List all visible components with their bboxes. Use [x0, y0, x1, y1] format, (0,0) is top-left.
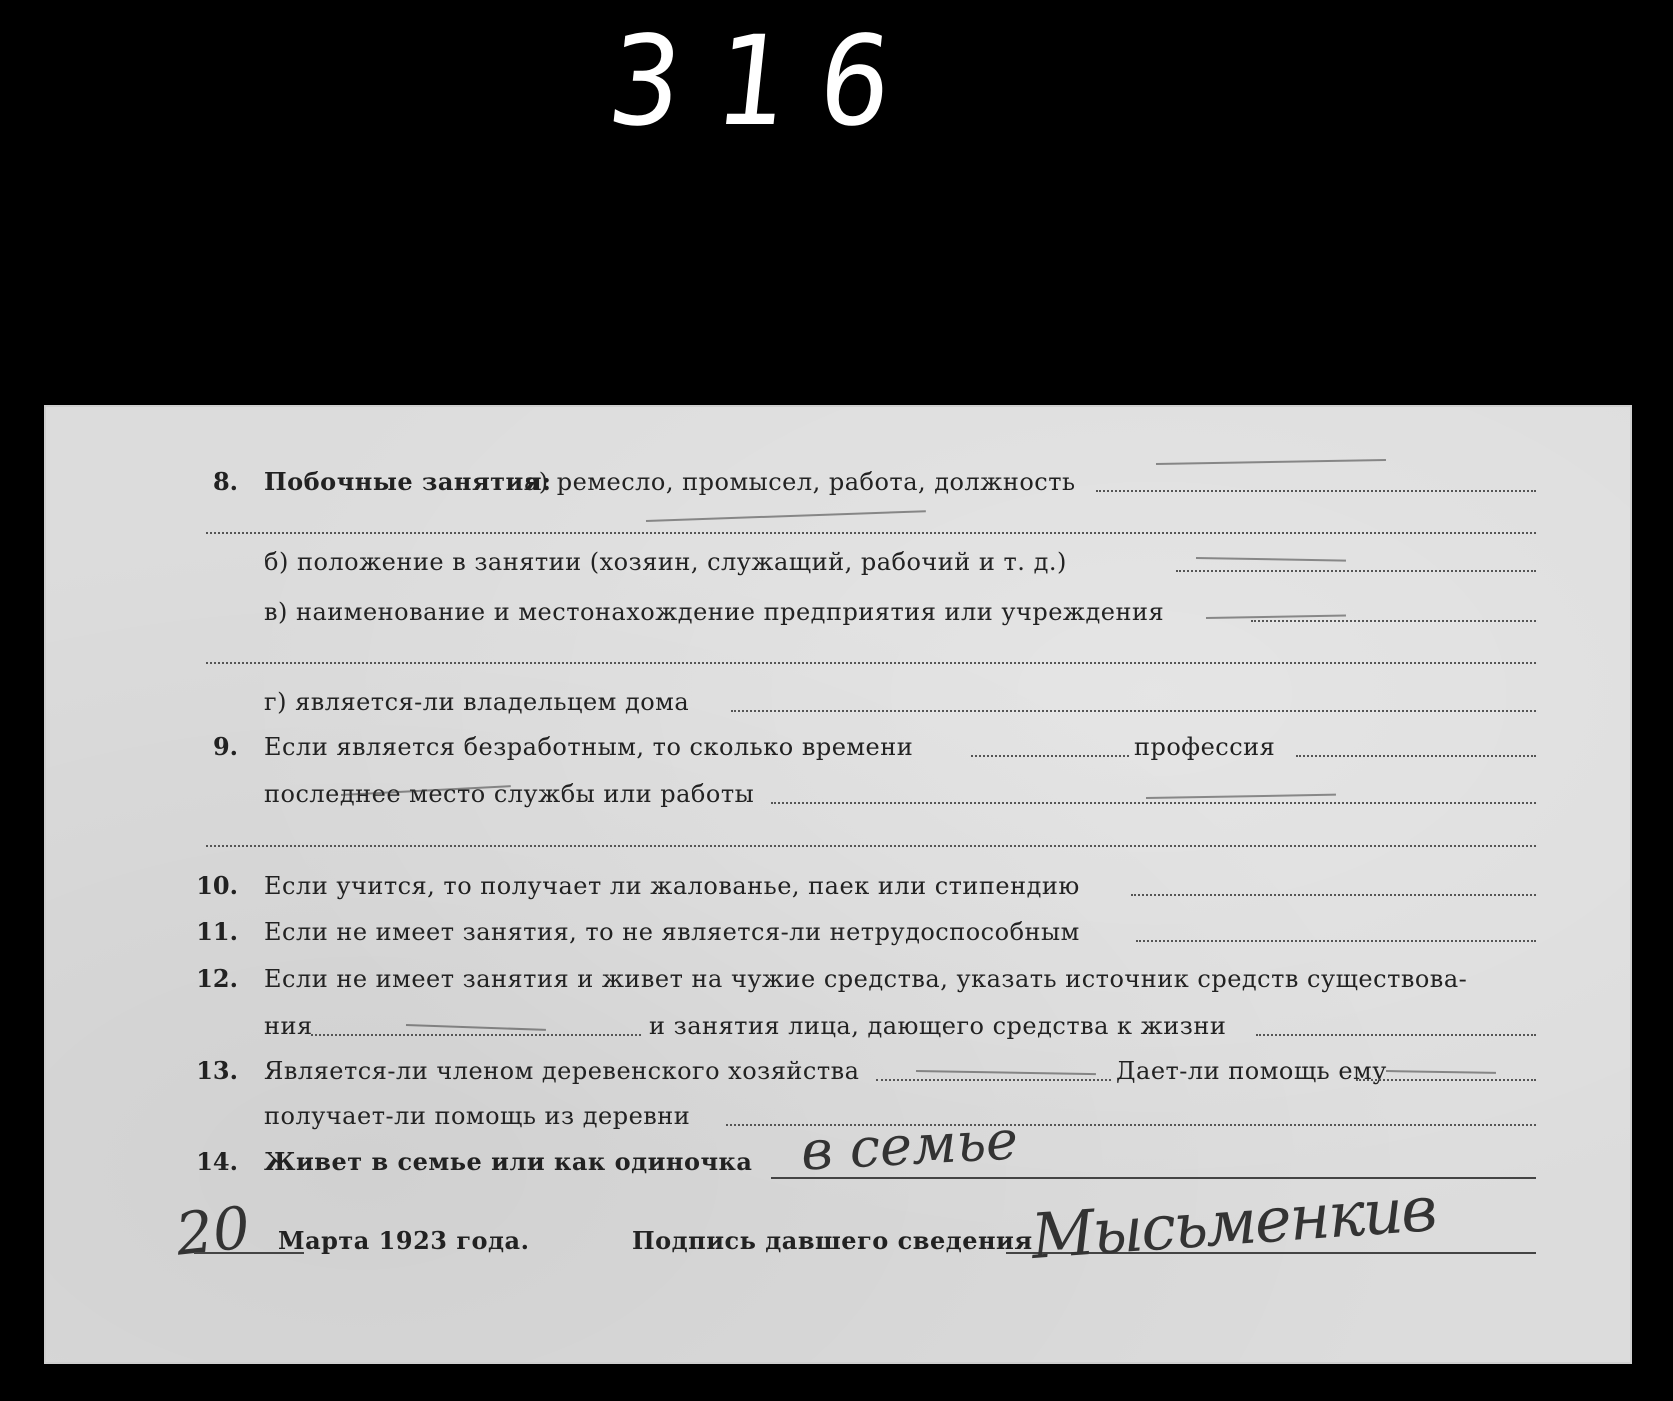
q8-a-answer-line-2[interactable]	[206, 532, 1536, 534]
q14-number: 14.	[196, 1147, 238, 1176]
q9-profession-answer-line[interactable]	[1296, 755, 1536, 757]
q11-text: Если не имеет занятия, то не является-ли нетрудоспособным	[264, 918, 1080, 946]
q12-line1: Если не имеет занятия и живет на чужие средства, указать источник средств существова-	[264, 965, 1468, 993]
q11-number: 11.	[196, 917, 238, 946]
q8-number: 8.	[212, 467, 238, 496]
q8-v-answer-line-2[interactable]	[206, 662, 1536, 664]
q8-v-answer-line[interactable]	[1251, 620, 1536, 622]
q12-number: 12.	[196, 964, 238, 993]
frame-number: 316	[602, 8, 933, 154]
q14-handwritten-answer: в семье	[799, 1108, 1020, 1183]
q11-answer-line[interactable]	[1136, 940, 1536, 942]
q8-g-text: г) является-ли владельцем дома	[264, 688, 690, 716]
footer-month-year: Марта 1923 года.	[278, 1226, 530, 1255]
footer-handwritten-day: 20	[172, 1193, 254, 1269]
footer-signature-label: Подпись давшего сведения	[632, 1226, 1033, 1255]
q9-time-answer-line[interactable]	[971, 755, 1129, 757]
q10-text: Если учится, то получает ли жалованье, паек или стипендию	[264, 872, 1080, 900]
q8-b-text: б) положение в занятии (хозяин, служащий, рабочий и т. д.)	[264, 548, 1067, 576]
pencil-stroke	[646, 510, 926, 522]
q12-line2a: ния	[264, 1012, 313, 1040]
q14-text: Живет в семье или как одиночка	[264, 1147, 753, 1176]
q13-help-answer-line[interactable]	[1356, 1079, 1536, 1081]
q9-workplace-answer-line-2[interactable]	[206, 845, 1536, 847]
q9-number: 9.	[212, 732, 238, 761]
pencil-stroke	[406, 1024, 546, 1031]
q13-number: 13.	[196, 1056, 238, 1085]
pencil-stroke	[916, 1070, 1096, 1075]
pencil-stroke	[1156, 459, 1386, 465]
pencil-stroke	[1196, 557, 1346, 562]
questionnaire-card	[44, 405, 1632, 1364]
q13-line1b: Дает-ли помощь ему	[1116, 1057, 1387, 1085]
q9-line2: последнее место службы или работы	[264, 780, 755, 808]
footer-handwritten-signature: Мысьменкив	[1028, 1171, 1438, 1274]
q8-g-answer-line[interactable]	[731, 710, 1536, 712]
q9-workplace-answer-line[interactable]	[771, 802, 1536, 804]
q8-a-answer-line[interactable]	[1096, 490, 1536, 492]
q13-line1a: Является-ли членом деревенского хозяйства	[264, 1057, 860, 1085]
pencil-stroke	[1206, 615, 1346, 619]
q8-v-text: в) наименование и местонахождение предприятия или учреждения	[264, 598, 1165, 626]
pencil-stroke	[1386, 1070, 1496, 1074]
pencil-stroke	[1146, 794, 1336, 799]
q9-line1a: Если является безработным, то сколько времени	[264, 733, 914, 761]
q8-a-text: а) ремесло, промысел, работа, должность	[524, 468, 1076, 496]
q10-answer-line[interactable]	[1131, 894, 1536, 896]
q13-member-answer-line[interactable]	[876, 1079, 1111, 1081]
q12-occupation-answer-line[interactable]	[1256, 1034, 1536, 1036]
q8-b-answer-line[interactable]	[1176, 570, 1536, 572]
q12-source-answer-line[interactable]	[311, 1034, 641, 1036]
q9-line1b: профессия	[1134, 733, 1276, 761]
q10-number: 10.	[196, 871, 238, 900]
q12-line2b: и занятия лица, дающего средства к жизни	[649, 1012, 1227, 1040]
q8-label: Побочные занятия:	[264, 467, 552, 496]
q13-line2: получает-ли помощь из деревни	[264, 1102, 691, 1130]
